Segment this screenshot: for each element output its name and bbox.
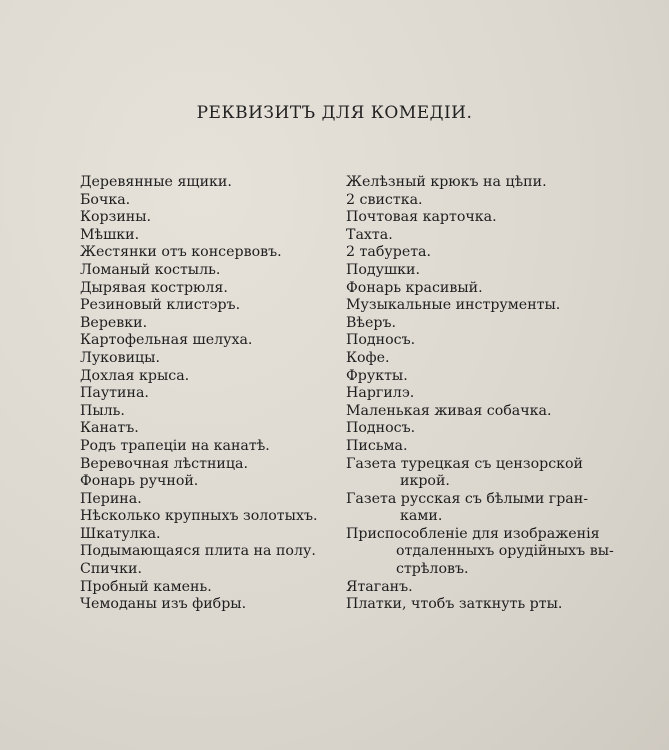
list-item-continuation: ками. bbox=[400, 508, 443, 525]
list-item: Дырявая кострюля. bbox=[80, 279, 228, 296]
list-item: Луковицы. bbox=[80, 349, 160, 366]
list-item-line: Газета русская съ бѣлыми гран- bbox=[346, 490, 589, 507]
props-list-right bbox=[346, 174, 626, 614]
list-item: Веревочная лѣстница. bbox=[80, 455, 248, 472]
list-item-multiline bbox=[346, 526, 626, 579]
list-item: Подымающаяся плита на полу. bbox=[80, 543, 316, 560]
list-item: 2 свистка. bbox=[346, 191, 423, 208]
list-item: 2 табурета. bbox=[346, 244, 432, 261]
list-item: Мѣшки. bbox=[80, 226, 140, 243]
list-item: Маленькая живая собачка. bbox=[346, 402, 552, 419]
list-item: Веревки. bbox=[80, 314, 148, 331]
list-item: Фонарь ручной. bbox=[80, 473, 199, 490]
list-item: Тахта. bbox=[346, 226, 393, 243]
list-item: Спички. bbox=[80, 561, 142, 578]
list-item-continuation: икрой. bbox=[400, 473, 450, 490]
list-item: Желѣзный крюкъ на цѣпи. bbox=[346, 174, 547, 190]
list-item: Музыкальные инструменты. bbox=[346, 297, 561, 314]
list-item: Подушки. bbox=[346, 261, 421, 278]
list-item-continuation: стрѣловъ. bbox=[396, 561, 469, 578]
list-item: Пробный камень. bbox=[80, 578, 212, 595]
list-item: Вѣеръ. bbox=[346, 314, 396, 331]
list-item: Подносъ. bbox=[346, 420, 416, 437]
list-item: Ятаганъ. bbox=[346, 578, 413, 595]
list-item: Дохлая крыса. bbox=[80, 367, 190, 384]
list-item: Чемоданы изъ фибры. bbox=[80, 596, 247, 613]
list-item-continuation: отдаленныхъ орудійныхъ вы- bbox=[396, 543, 614, 560]
list-item: Деревянные ящики. bbox=[80, 174, 232, 190]
list-item: Кофе. bbox=[346, 349, 390, 366]
list-item: Резиновый клистэръ. bbox=[80, 297, 241, 314]
list-item-multiline bbox=[346, 491, 626, 526]
list-item: Ломаный костыль. bbox=[80, 261, 221, 278]
list-item: Подносъ. bbox=[346, 332, 416, 349]
list-item: Фрукты. bbox=[346, 367, 408, 384]
list-item: Почтовая карточка. bbox=[346, 209, 497, 226]
list-item-line: Приспособленіе для изображенія bbox=[346, 525, 600, 542]
props-list-left bbox=[80, 174, 342, 614]
list-item: Канатъ. bbox=[80, 420, 139, 437]
list-item: Перина. bbox=[80, 490, 142, 507]
list-item: Бочка. bbox=[80, 191, 131, 208]
list-item: Платки, чтобъ заткнуть рты. bbox=[346, 596, 563, 613]
list-item: Наргилэ. bbox=[346, 385, 415, 402]
list-item: Фонарь красивый. bbox=[346, 279, 483, 296]
list-item: Корзины. bbox=[80, 209, 152, 226]
list-item: Жестянки отъ консервовъ. bbox=[80, 244, 282, 261]
page-title: РЕКВИЗИТЪ ДЛЯ КОМЕДІИ. bbox=[196, 103, 473, 123]
list-item-line: Газета турецкая съ цензорской bbox=[346, 455, 584, 472]
list-item: Родъ трапеціи на канатѣ. bbox=[80, 437, 270, 454]
list-item: Картофельная шелуха. bbox=[80, 332, 253, 349]
list-item: Шкатулка. bbox=[80, 525, 161, 542]
list-item: Пыль. bbox=[80, 402, 125, 419]
list-item-multiline bbox=[346, 456, 626, 491]
list-item: Письма. bbox=[346, 437, 408, 454]
list-item: Нѣсколько крупныхъ золотыхъ. bbox=[80, 508, 318, 525]
list-item: Паутина. bbox=[80, 385, 149, 402]
